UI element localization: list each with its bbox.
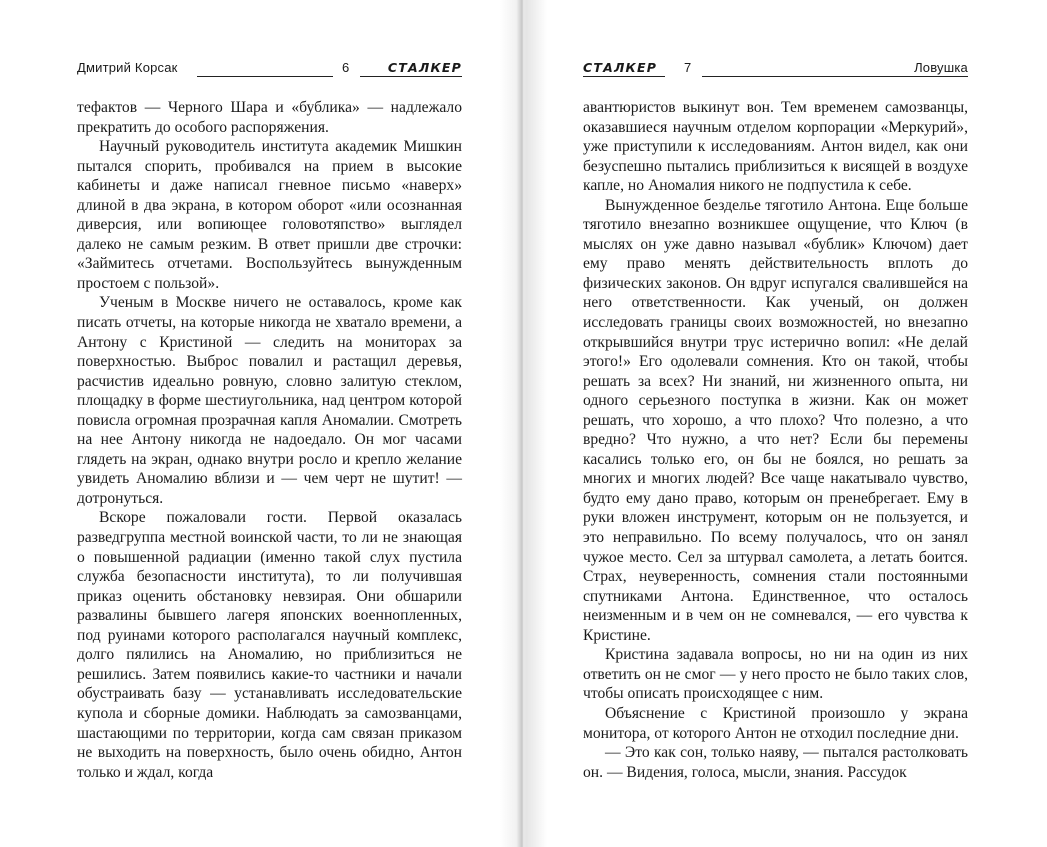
right-running-header bbox=[583, 58, 968, 80]
paragraph: Ученым в Москве ничего не оставалось, кроме как писать отчеты, на которые никогда не хватало времени, а Антону с Кристиной — следить на мониторах за поверхностью. Выброс повалил и растащил деревья, расчистив идеально ровную, словно залитую стеклом, площадку в форме шестиугольника, над центром которой повисла огромная прозрачная капля Аномалии. Смотреть на нее Антону никогда не надоедало. Он мог часами глядеть на экран, однако внутри росло и крепло желание увидеть Аномалию вблизи и — чем черт не шутит! — дотронуться. bbox=[77, 294, 462, 507]
left-page bbox=[77, 0, 462, 847]
header-series: СТАЛКЕР bbox=[583, 60, 658, 75]
paragraph: тефактов — Черного Шара и «бублика» — надлежало прекратить до особого распоряжения. bbox=[77, 99, 462, 136]
header-rule bbox=[197, 76, 333, 77]
paragraph: Кристина задавала вопросы, но ни на один из них ответить он не смог — у него просто не было таких слов, чтобы описать происходящее с ним. bbox=[583, 646, 968, 703]
header-book-title: Ловушка bbox=[914, 60, 968, 75]
header-rule bbox=[360, 76, 462, 77]
header-rule bbox=[583, 76, 665, 77]
left-page-text bbox=[77, 98, 462, 782]
right-page bbox=[583, 0, 968, 847]
paragraph: авантюристов выкинут вон. Тем временем самозванцы, оказавшиеся научным отделом корпорации «Меркурий», уже приступили к исследованиям. Антон видел, как они безуспешно пытались приблизиться к висящей в воздухе капле, но Аномалия никого не подпустила к себе. bbox=[583, 99, 968, 195]
header-author: Дмитрий Корсак bbox=[77, 60, 178, 75]
paragraph: — Это как сон, только наяву, — пытался растолковать он. — Видения, голоса, мысли, знания. Рассудок bbox=[583, 744, 968, 781]
left-running-header bbox=[77, 58, 462, 80]
header-page-number: 6 bbox=[342, 60, 350, 75]
right-page-text bbox=[583, 98, 968, 782]
header-series: СТАЛКЕР bbox=[387, 60, 462, 75]
book-gutter-shadow bbox=[500, 0, 547, 847]
paragraph: Вынужденное безделье тяготило Антона. Еще больше тяготило внезапно возникшее ощущение, что Ключ (в мыслях он уже давно называл «бублик» Ключом) дает ему право менять действительность вплоть до физических законов. Он вдруг испугался свалившейся на него ответственности. Как ученый, он должен исследовать границы своих возможностей, но внезапно открывшийся внутри трус истерично вопил: «Не делай этого!» Его одолевали сомнения. Кто он такой, чтобы решать за всех? Ни знаний, ни жизненного опыта, ни одного серьезного поступка в жизни. Как он может решать, что хорошо, а что плохо? Что полезно, а что вредно? Что нужно, а что нет? Если бы перемены касались только его, он бы не боялся, но решать за многих и многих людей? Все чаще накатывало чувство, будто ему дано право, которым он пренебрегает. Ему в руки вложен инструмент, которым он не пользуется, и это неправильно. По всему получалось, что он занял чужое место. Сел за штурвал самолета, а летать боится. Страх, неуверенность, сомнения стали постоянными спутниками Антона. Единственное, что осталось неизменным и в чем он не сомневался, — его чувства к Кристине. bbox=[583, 196, 968, 644]
paragraph: Научный руководитель института академик Мишкин пытался спорить, пробивался на прием в высокие кабинеты и даже написал гневное письмо «наверх» длиной в два экрана, в котором оборот «или осознанная диверсия, или вопиющее головотяпство» выглядел далеко не самым резким. В ответ пришли две строчки: «Займитесь отчетами. Воспользуйтесь вынужденным простоем с пользой». bbox=[77, 138, 462, 292]
header-page-number: 7 bbox=[684, 60, 692, 75]
paragraph: Объяснение с Кристиной произошло у экрана монитора, от которого Антон не отходил последние дни. bbox=[583, 704, 968, 742]
header-rule bbox=[702, 76, 968, 77]
paragraph: Вскоре пожаловали гости. Первой оказалась разведгруппа местной воинской части, то ли не знающая о повышенной радиации (именно такой слух пустила служба безопасности института), то ли получившая приказ оценить обстановку невзирая. Они обшарили развалины бывшего лагеря японских военнопленных, под руинами которого располагался научный комплекс, долго пялились на Аномалию, но приблизиться не решились. Затем появились какие-то частники и начали обустраивать базу — устанавливать исследовательские купола и сборные домики. Наблюдать за самозванцами, шастающими по территории, когда сам связан приказом не выходить на поверхность, было очень обидно, Антон только и ждал, когда bbox=[77, 509, 462, 781]
